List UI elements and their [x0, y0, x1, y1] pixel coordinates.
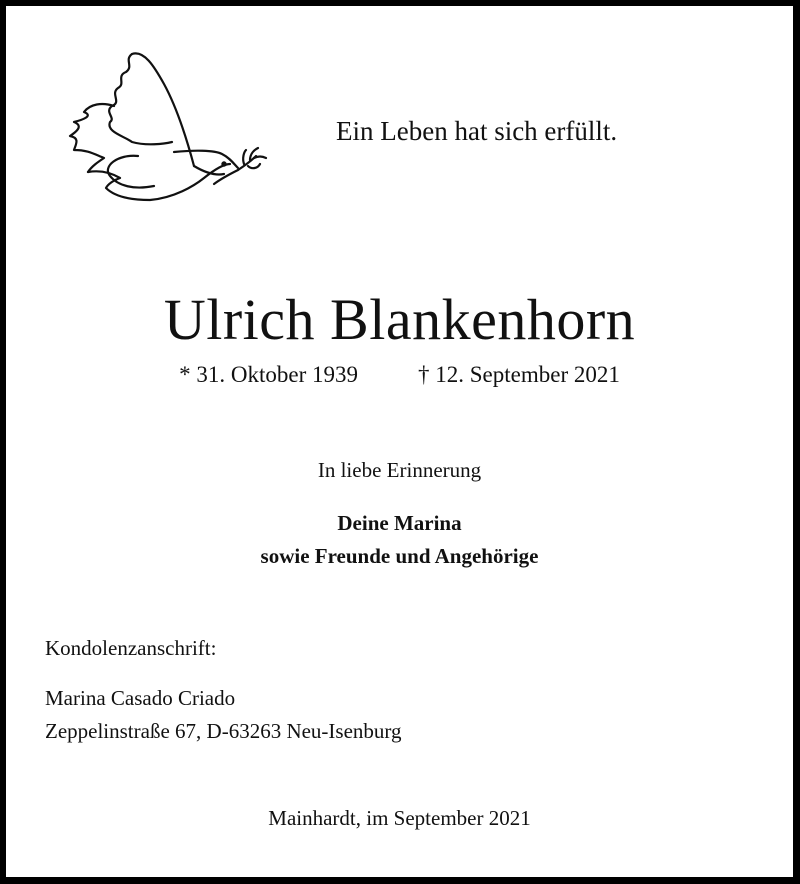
life-dates [6, 362, 793, 388]
motto-text: Ein Leben hat sich erfüllt. [336, 116, 618, 146]
mourners-block [6, 507, 793, 573]
death-date: † 12. September 2021 [418, 362, 620, 387]
address-line: Marina Casado Criado [45, 686, 236, 710]
dove-icon [54, 46, 269, 211]
place-date: Mainhardt, im September 2021 [268, 806, 531, 830]
mourner-line: Deine Marina [337, 511, 462, 535]
condolence-label: Kondolenzanschrift: [45, 636, 217, 660]
condolence-address [45, 682, 402, 748]
memory-line: In liebe Erinnerung [317, 458, 482, 482]
obituary-card [6, 6, 793, 877]
mourner-line: sowie Freunde und Angehörige [260, 544, 539, 568]
address-line: Zeppelinstraße 67, D-63263 Neu-Isenburg [45, 719, 402, 743]
deceased-name: Ulrich Blankenhorn [163, 287, 636, 352]
birth-date: * 31. Oktober 1939 [179, 362, 358, 387]
